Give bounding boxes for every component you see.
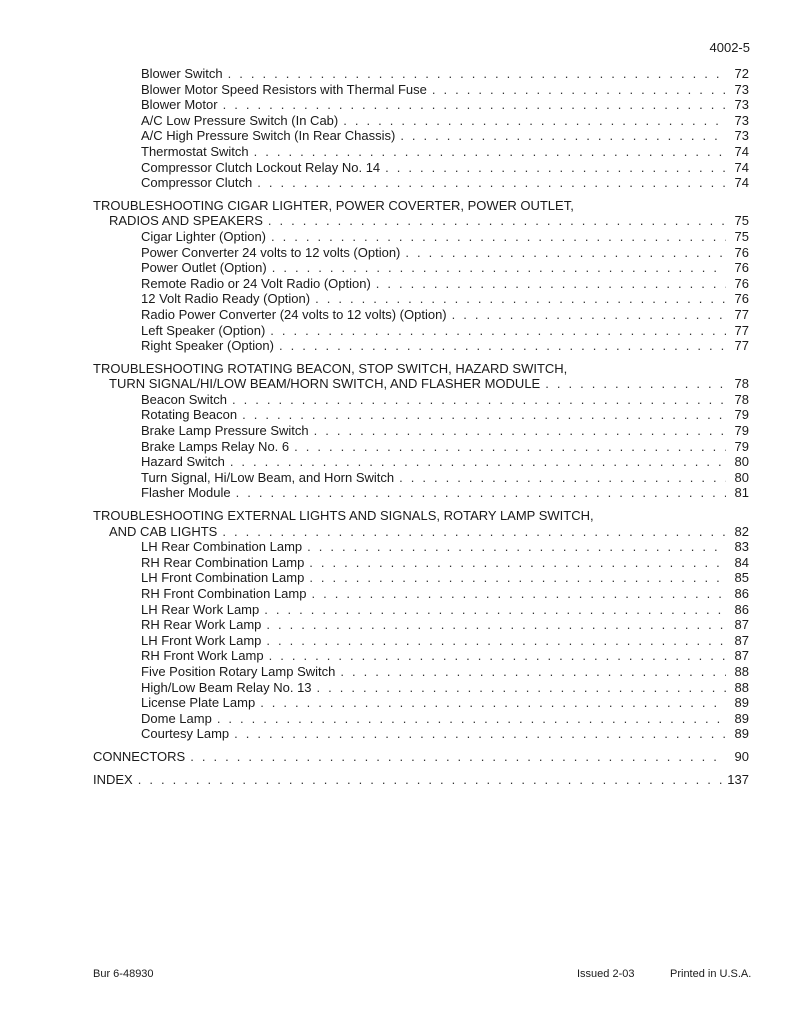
dot-leader: [222, 524, 726, 540]
toc-entry-title: Five Position Rotary Lamp Switch: [141, 663, 336, 679]
toc-entry[interactable]: [93, 82, 749, 98]
toc-entry-page: 77: [734, 306, 749, 322]
toc-entry[interactable]: [93, 695, 749, 711]
toc-entry-page: 84: [734, 554, 749, 570]
toc-entry-title: RH Rear Work Lamp: [141, 617, 262, 633]
dot-leader: [217, 711, 726, 727]
toc-entry-page: 73: [734, 97, 749, 113]
toc-entry-title: 12 Volt Radio Ready (Option): [141, 291, 311, 307]
toc-entry-page: 75: [734, 228, 749, 244]
footer-issued: Issued 2-03: [577, 968, 635, 980]
toc-entry[interactable]: [93, 307, 749, 323]
toc-entry-page: 90: [734, 748, 749, 764]
toc-entry-page: 79: [734, 438, 749, 454]
toc-entry-page: 80: [734, 469, 749, 485]
toc-entry-title: Dome Lamp: [141, 710, 212, 726]
toc-entry[interactable]: [93, 260, 749, 276]
toc-entry-page: 74: [734, 143, 749, 159]
toc-entry-page: 79: [734, 423, 749, 439]
dot-leader: [309, 555, 726, 571]
dot-leader: [311, 586, 726, 602]
dot-leader: [223, 97, 726, 113]
toc-entry[interactable]: [93, 392, 749, 408]
toc-entry[interactable]: [93, 470, 749, 486]
dot-leader: [266, 617, 726, 633]
dot-leader: [264, 602, 726, 618]
toc-entry-page: 87: [734, 632, 749, 648]
toc-section-heading-cont[interactable]: [93, 213, 749, 229]
toc-continued-group: [93, 66, 749, 191]
toc-entry[interactable]: [93, 711, 749, 727]
toc-section: [93, 361, 749, 501]
toc-entry-title: Blower Motor: [141, 97, 218, 113]
toc-entry[interactable]: [93, 144, 749, 160]
toc-entry-page: 76: [734, 244, 749, 260]
dot-leader: [232, 392, 726, 408]
toc-entry-page: 83: [734, 539, 749, 555]
dot-leader: [236, 485, 726, 501]
toc-entry-title: Flasher Module: [141, 485, 231, 501]
toc-entry-page: 73: [734, 81, 749, 97]
toc-entry-title: Compressor Clutch: [141, 175, 253, 191]
toc-entry-title: Brake Lamps Relay No. 6: [141, 438, 290, 454]
toc-entry-index[interactable]: [93, 772, 749, 788]
dot-leader: [432, 82, 726, 98]
toc-entry[interactable]: [93, 454, 749, 470]
dot-leader: [260, 695, 726, 711]
toc-entry-title: CONNECTORS: [93, 748, 186, 764]
toc-entry[interactable]: [93, 680, 749, 696]
toc-section-page: 78: [734, 376, 749, 392]
toc-entry-title: RH Rear Combination Lamp: [141, 554, 305, 570]
toc-entry-title: A/C High Pressure Switch (In Rear Chassis): [141, 128, 396, 144]
toc-entry[interactable]: [93, 726, 749, 742]
toc-entry[interactable]: [93, 407, 749, 423]
toc-section-heading[interactable]: TROUBLESHOOTING EXTERNAL LIGHTS AND SIGNALS, ROTARY LAMP SWITCH,: [93, 508, 594, 524]
toc-entry[interactable]: [93, 338, 749, 354]
toc-entry[interactable]: [93, 633, 749, 649]
dot-leader: [257, 175, 726, 191]
toc-entry-title: INDEX: [93, 771, 133, 787]
toc-entry-page: 81: [734, 485, 749, 501]
toc-entry[interactable]: [93, 160, 749, 176]
toc-entry-page: 76: [734, 291, 749, 307]
toc-entry-title: A/C Low Pressure Switch (In Cab): [141, 112, 339, 128]
toc-entry-title: LH Rear Work Lamp: [141, 601, 260, 617]
toc-entry-title: LH Rear Combination Lamp: [141, 539, 303, 555]
toc-entry-title: Compressor Clutch Lockout Relay No. 14: [141, 159, 381, 175]
dot-leader: [317, 680, 726, 696]
toc-section-page: 75: [734, 213, 749, 229]
toc-entry[interactable]: [93, 485, 749, 501]
toc-entry-title: Remote Radio or 24 Volt Radio (Option): [141, 275, 371, 291]
toc-entry-page: 74: [734, 159, 749, 175]
dot-leader: [270, 323, 726, 339]
toc-entry-title: Beacon Switch: [141, 391, 227, 407]
toc-entry-title: High/Low Beam Relay No. 13: [141, 679, 312, 695]
toc-entry-page: 79: [734, 407, 749, 423]
dot-leader: [272, 260, 726, 276]
page-number: 4002-5: [709, 40, 750, 55]
dot-leader: [234, 726, 726, 742]
dot-leader: [315, 291, 726, 307]
dot-leader: [314, 423, 726, 439]
toc-entry-page: 73: [734, 128, 749, 144]
dot-leader: [452, 307, 726, 323]
toc-entry[interactable]: [93, 175, 749, 191]
toc-entry-title: Cigar Lighter (Option): [141, 228, 266, 244]
toc-section-page: 82: [734, 523, 749, 539]
dot-leader: [376, 276, 726, 292]
toc-entry-page: 88: [734, 679, 749, 695]
toc-entry[interactable]: [93, 276, 749, 292]
dot-leader: [307, 539, 726, 555]
toc-entry[interactable]: [93, 229, 749, 245]
toc-section-heading-cont-text: TURN SIGNAL/HI/LOW BEAM/HORN SWITCH, AND FLASHER MODULE: [109, 376, 541, 392]
toc-entry-title: Courtesy Lamp: [141, 726, 230, 742]
table-of-contents: [93, 66, 749, 787]
toc-entry[interactable]: [93, 539, 749, 555]
toc-section-heading-cont[interactable]: [93, 376, 749, 392]
toc-entry[interactable]: [93, 439, 749, 455]
toc-entry[interactable]: [93, 97, 749, 113]
toc-section-heading-cont[interactable]: [93, 524, 749, 540]
toc-top-level-group: [93, 772, 749, 788]
toc-entry-title: Left Speaker (Option): [141, 322, 266, 338]
dot-leader: [399, 470, 726, 486]
dot-leader: [228, 66, 726, 82]
toc-entry-title: License Plate Lamp: [141, 695, 256, 711]
toc-entry[interactable]: [93, 291, 749, 307]
toc-entry-title: Radio Power Converter (24 volts to 12 volts) (Option): [141, 306, 447, 322]
dot-leader: [254, 144, 726, 160]
dot-leader: [400, 128, 726, 144]
toc-section: [93, 508, 749, 742]
dot-leader: [242, 407, 726, 423]
dot-leader: [343, 113, 726, 129]
dot-leader: [545, 376, 726, 392]
toc-entry-page: 88: [734, 663, 749, 679]
dot-leader: [230, 454, 726, 470]
toc-entry-title: RH Front Work Lamp: [141, 648, 264, 664]
toc-entry[interactable]: [93, 323, 749, 339]
dot-leader: [385, 160, 726, 176]
toc-entry-title: Brake Lamp Pressure Switch: [141, 423, 309, 439]
dot-leader: [309, 570, 726, 586]
toc-entry-page: 85: [734, 570, 749, 586]
dot-leader: [271, 229, 726, 245]
toc-entry-page: 87: [734, 617, 749, 633]
dot-leader: [405, 245, 726, 261]
toc-entry-title: Hazard Switch: [141, 454, 225, 470]
toc-entry[interactable]: [93, 570, 749, 586]
toc-section-heading-cont-text: AND CAB LIGHTS: [109, 523, 218, 539]
toc-entry-page: 87: [734, 648, 749, 664]
dot-leader: [269, 648, 726, 664]
toc-section-heading-cont-text: RADIOS AND SPEAKERS: [109, 213, 263, 229]
toc-entry-page: 86: [734, 586, 749, 601]
toc-entry[interactable]: [93, 648, 749, 664]
dot-leader: [266, 633, 726, 649]
toc-entry-page: 86: [734, 601, 749, 617]
toc-entry-page: 89: [734, 695, 749, 711]
dot-leader: [268, 213, 726, 229]
toc-section: [93, 198, 749, 354]
toc-entry-title: Rotating Beacon: [141, 407, 238, 423]
toc-entry-page: 72: [734, 66, 749, 81]
toc-entry-title: Turn Signal, Hi/Low Beam, and Horn Switch: [141, 469, 395, 485]
toc-entry-page: 80: [734, 454, 749, 470]
toc-entry-title: Power Outlet (Option): [141, 260, 267, 276]
toc-entry-page: 137: [727, 771, 749, 787]
toc-entry-connectors[interactable]: [93, 749, 749, 765]
toc-entry-title: RH Front Combination Lamp: [141, 586, 307, 601]
toc-entry-page: 77: [734, 338, 749, 354]
toc-entry-title: Thermostat Switch: [141, 143, 249, 159]
toc-entry-page: 73: [734, 112, 749, 128]
toc-top-level-group: [93, 749, 749, 765]
dot-leader: [294, 439, 726, 455]
toc-entry-title: LH Front Combination Lamp: [141, 570, 305, 586]
toc-entry-title: LH Front Work Lamp: [141, 632, 262, 648]
dot-leader: [279, 338, 726, 354]
dot-leader: [190, 749, 726, 765]
footer-printed: Printed in U.S.A.: [670, 968, 752, 980]
toc-entry-title: Blower Switch: [141, 66, 223, 81]
toc-entry[interactable]: [93, 617, 749, 633]
toc-entry[interactable]: [93, 586, 749, 602]
toc-entry-page: 74: [734, 175, 749, 191]
toc-entry-page: 76: [734, 260, 749, 276]
toc-entry[interactable]: [93, 423, 749, 439]
toc-entry[interactable]: [93, 602, 749, 618]
dot-leader: [340, 664, 726, 680]
toc-entry-page: 77: [734, 322, 749, 338]
toc-entry-title: Power Converter 24 volts to 12 volts (Option): [141, 244, 401, 260]
dot-leader: [138, 772, 723, 788]
toc-entry[interactable]: [93, 128, 749, 144]
toc-entry[interactable]: [93, 664, 749, 680]
toc-entry-page: 78: [734, 391, 749, 407]
toc-entry[interactable]: [93, 555, 749, 571]
toc-entry-title: Blower Motor Speed Resistors with Thermal Fuse: [141, 81, 427, 97]
toc-entry-page: 76: [734, 275, 749, 291]
toc-entry[interactable]: [93, 113, 749, 129]
toc-entry-page: 89: [734, 726, 749, 742]
footer-doc-number: Bur 6-48930: [93, 968, 154, 980]
toc-section-heading[interactable]: TROUBLESHOOTING CIGAR LIGHTER, POWER COVERTER, POWER OUTLET,: [93, 197, 574, 213]
toc-entry[interactable]: [93, 66, 749, 82]
toc-entry[interactable]: [93, 245, 749, 261]
toc-section-heading[interactable]: TROUBLESHOOTING ROTATING BEACON, STOP SWITCH, HAZARD SWITCH,: [93, 360, 568, 376]
toc-entry-page: 89: [734, 710, 749, 726]
toc-entry-title: Right Speaker (Option): [141, 338, 274, 354]
